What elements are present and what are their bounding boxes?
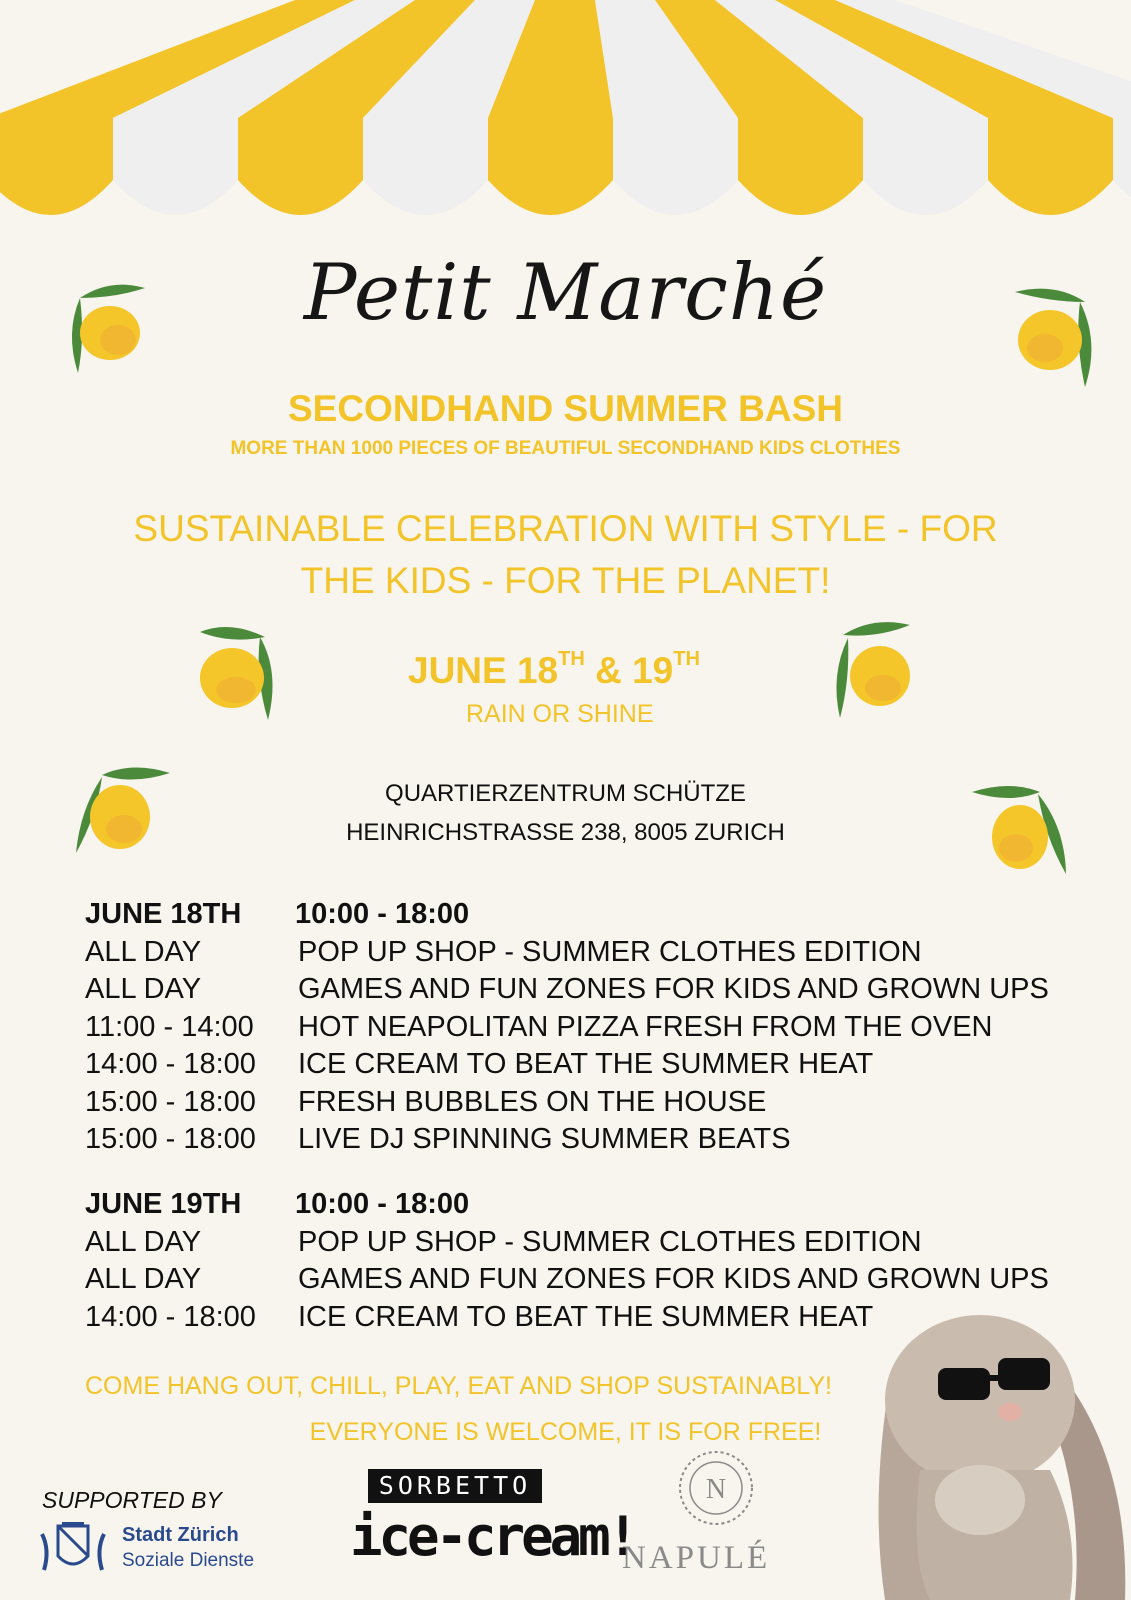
lemon-icon: [190, 622, 280, 722]
bunny-illustration: [860, 1300, 1131, 1600]
event-title: Petit Marché: [303, 248, 828, 338]
stadt-sub: Soziale Dienste: [122, 1550, 255, 1571]
rain-note: RAIN OR SHINE: [466, 700, 654, 728]
schedule-row: [85, 971, 1075, 1009]
schedule-activity: POP UP SHOP - SUMMER CLOTHES EDITION: [298, 1225, 922, 1258]
sorbetto-logo: SORBETTO: [368, 1469, 542, 1503]
schedule-row: [85, 934, 1075, 972]
icecream-logo: ice-cream!: [350, 1505, 636, 1568]
stadt-zurich-logo: [36, 1520, 254, 1576]
tagline: SUSTAINABLE CELEBRATION WITH STYLE - FOR THE KIDS - FOR THE PLANET!: [133, 508, 998, 601]
schedule-time: 14:00 - 18:00: [85, 1048, 256, 1080]
lemon-icon: [828, 620, 918, 720]
subtitle: SECONDHAND SUMMER BASH: [287, 388, 844, 429]
schedule-row: [85, 1084, 1075, 1122]
schedule-activity: ICE CREAM TO BEAT THE SUMMER HEAT: [298, 1048, 874, 1080]
schedule-activity: FRESH BUBBLES ON THE HOUSE: [298, 1085, 767, 1118]
schedule-row: [85, 1261, 1075, 1299]
date-sup-1: TH: [558, 648, 585, 670]
schedule-time: 11:00 - 14:00: [85, 1010, 254, 1043]
day-hours: 10:00 - 18:00: [295, 898, 470, 930]
day-label: JUNE 19TH: [85, 1188, 242, 1220]
zurich-crest-icon: [36, 1520, 110, 1576]
day-label: JUNE 18TH: [85, 898, 242, 930]
schedule-time: ALL DAY: [85, 1225, 202, 1258]
schedule-row: [85, 1224, 1075, 1262]
date-mid: & 19: [584, 650, 674, 691]
schedule-row: [85, 1121, 1075, 1159]
schedule-header: [85, 1186, 1075, 1224]
schedule-row: [85, 1046, 1075, 1084]
schedule-header: [85, 896, 1075, 934]
supported-by-label: SUPPORTED BY: [42, 1487, 222, 1513]
napule-initial: N: [705, 1474, 727, 1505]
venue: [0, 774, 1131, 852]
schedule-activity: HOT NEAPOLITAN PIZZA FRESH FROM THE OVEN: [298, 1010, 993, 1043]
schedule-time: ALL DAY: [85, 935, 202, 968]
schedule-activity: GAMES AND FUN ZONES FOR KIDS AND GROWN UPS: [298, 973, 1049, 1005]
schedule-time: ALL DAY: [85, 1263, 202, 1295]
schedule-activity: ICE CREAM TO BEAT THE SUMMER HEAT: [298, 1300, 874, 1333]
closing-line-2: EVERYONE IS WELCOME, IT IS FOR FREE!: [309, 1418, 822, 1446]
schedule-activity: POP UP SHOP - SUMMER CLOTHES EDITION: [298, 935, 922, 968]
date-prefix: JUNE 18: [408, 650, 559, 691]
schedule-time: 15:00 - 18:00: [85, 1123, 256, 1155]
event-dates: [408, 648, 700, 692]
venue-name: QUARTIERZENTRUM SCHÜTZE: [385, 780, 746, 807]
napule-logo: NAPULÉ: [622, 1540, 771, 1576]
schedule-time: 15:00 - 18:00: [85, 1085, 256, 1118]
schedule-activity: GAMES AND FUN ZONES FOR KIDS AND GROWN UPS: [298, 1263, 1049, 1295]
venue-address: HEINRICHSTRASSE 238, 8005 ZURICH: [346, 819, 785, 846]
closing-line-1: COME HANG OUT, CHILL, PLAY, EAT AND SHOP SUSTAINABLY!: [85, 1372, 832, 1400]
awning-illustration: [0, 0, 1131, 240]
date-sup-2: TH: [673, 648, 700, 670]
schedule-row: [85, 1009, 1075, 1047]
stadt-name: Stadt Zürich: [122, 1524, 239, 1546]
subtext: MORE THAN 1000 PIECES OF BEAUTIFUL SECONDHAND KIDS CLOTHES: [230, 438, 901, 459]
schedule-activity: LIVE DJ SPINNING SUMMER BEATS: [298, 1123, 791, 1155]
napule-emblem: [676, 1448, 756, 1528]
schedule-day-1: [85, 896, 1075, 1159]
schedule-time: ALL DAY: [85, 973, 202, 1005]
day-hours: 10:00 - 18:00: [295, 1188, 470, 1220]
schedule-time: 14:00 - 18:00: [85, 1300, 256, 1333]
